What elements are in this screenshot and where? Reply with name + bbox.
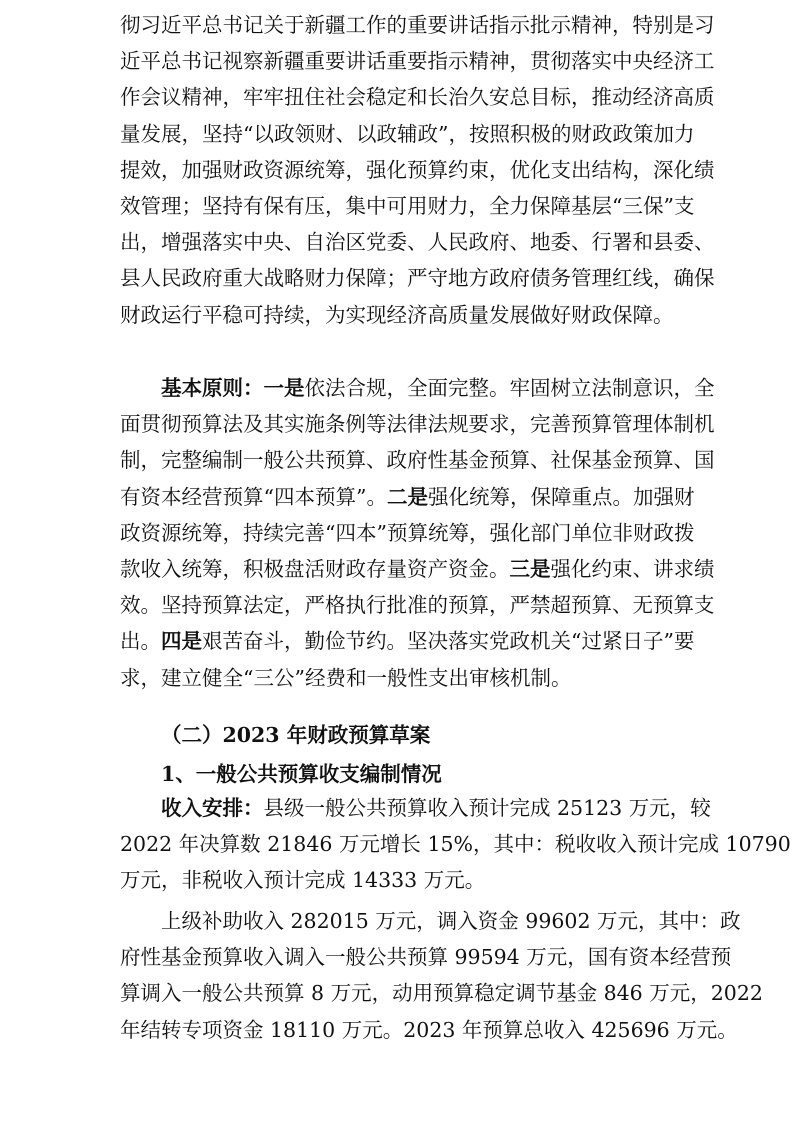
text-line: 基本原则：一是依法合规，全面完整。牢固树立法制意识，全 — [161, 376, 715, 400]
revenue-label: 收入安排： — [161, 796, 264, 820]
keyword-first: 一是 — [263, 376, 305, 400]
text-line: 2022 年决算数 21846 万元增长 15%，其中：税收收入预计完成 10790 — [120, 832, 791, 857]
text-line: 制，完整编制一般公共预算、政府性基金预算、社保基金预算、国 — [120, 448, 715, 473]
text-line: 年结转专项资金 18110 万元。2023 年预算总收入 425696 万元。 — [120, 1017, 738, 1042]
text-line: 量发展，坚持“以政领财、以政辅政”，按照积极的财政政策加力 — [120, 121, 695, 146]
text-line: 县人民政府重大战略财力保障；严守地方政府债务管理红线，确保 — [120, 266, 715, 291]
text-line: 求，建立健全“三公”经费和一般性支出审核机制。 — [120, 665, 572, 690]
keyword-second: 二是 — [386, 484, 428, 509]
subsection-heading: 1、一般公共预算收支编制情况 — [161, 762, 442, 786]
text-line: 面贯彻预算法及其实施条例等法律法规要求，完善预算管理体制机 — [120, 412, 715, 437]
text-line: 收入安排：县级一般公共预算收入预计完成 25123 万元，较 — [161, 796, 711, 820]
text-line: 出，增强落实中央、自治区党委、人民政府、地委、行署和县委、 — [120, 230, 715, 255]
paragraph-revenue — [120, 790, 791, 899]
principles-label: 基本原则： — [161, 376, 264, 400]
text-line: 算调入一般公共预算 8 万元，动用预算稳定调节基金 846 万元，2022 — [120, 981, 763, 1006]
keyword-fourth: 四是 — [161, 629, 202, 654]
text-line: 近平总书记视察新疆重要讲话重要指示精神，贯彻落实中央经济工 — [120, 49, 715, 74]
text-line: 效管理；坚持有保有压，集中可用财力，全力保障基层“三保”支 — [120, 193, 695, 218]
text-line: 府性基金预算收入调入一般公共预算 99594 万元，国有资本经营预 — [120, 945, 732, 970]
text-line: 款收入统筹，积极盘活财政存量资产资金。三是强化约束、讲求绩 — [120, 556, 715, 581]
paragraph-guiding-ideology — [120, 7, 715, 333]
text-line: 出。四是艰苦奋斗，勤俭节约。坚决落实党政机关“过紧日子”要 — [120, 629, 695, 654]
text-line: 提效，加强财政资源统筹，强化预算约束，优化支出结构，深化绩 — [120, 157, 715, 182]
text-line: 效。坚持预算法定，严格执行批准的预算，严禁超预算、无预算支 — [120, 593, 715, 618]
text-line: 有资本经营预算“四本预算”。二是强化统筹，保障重点。加强财 — [120, 484, 695, 509]
text-line: 彻习近平总书记关于新疆工作的重要讲话指示批示精神，特别是习 — [120, 13, 715, 37]
text-line: 财政运行平稳可持续，为实现经济高质量发展做好财政保障。 — [120, 302, 674, 327]
paragraph-transfers — [120, 903, 763, 1048]
keyword-third: 三是 — [509, 556, 551, 581]
text-line: 万元，非税收入预计完成 14333 万元。 — [120, 868, 486, 893]
text-line: 政资源统筹，持续完善“四本”预算统筹，强化部门单位非财政拨 — [120, 520, 695, 545]
text-line: 上级补助收入 282015 万元，调入资金 99602 万元，其中：政 — [161, 909, 741, 933]
section-heading: （二）2023 年财政预算草案 — [161, 723, 431, 747]
paragraph-basic-principles — [120, 370, 715, 696]
text-line: 作会议精神，牢牢扭住社会稳定和长治久安总目标，推动经济高质 — [120, 85, 715, 110]
